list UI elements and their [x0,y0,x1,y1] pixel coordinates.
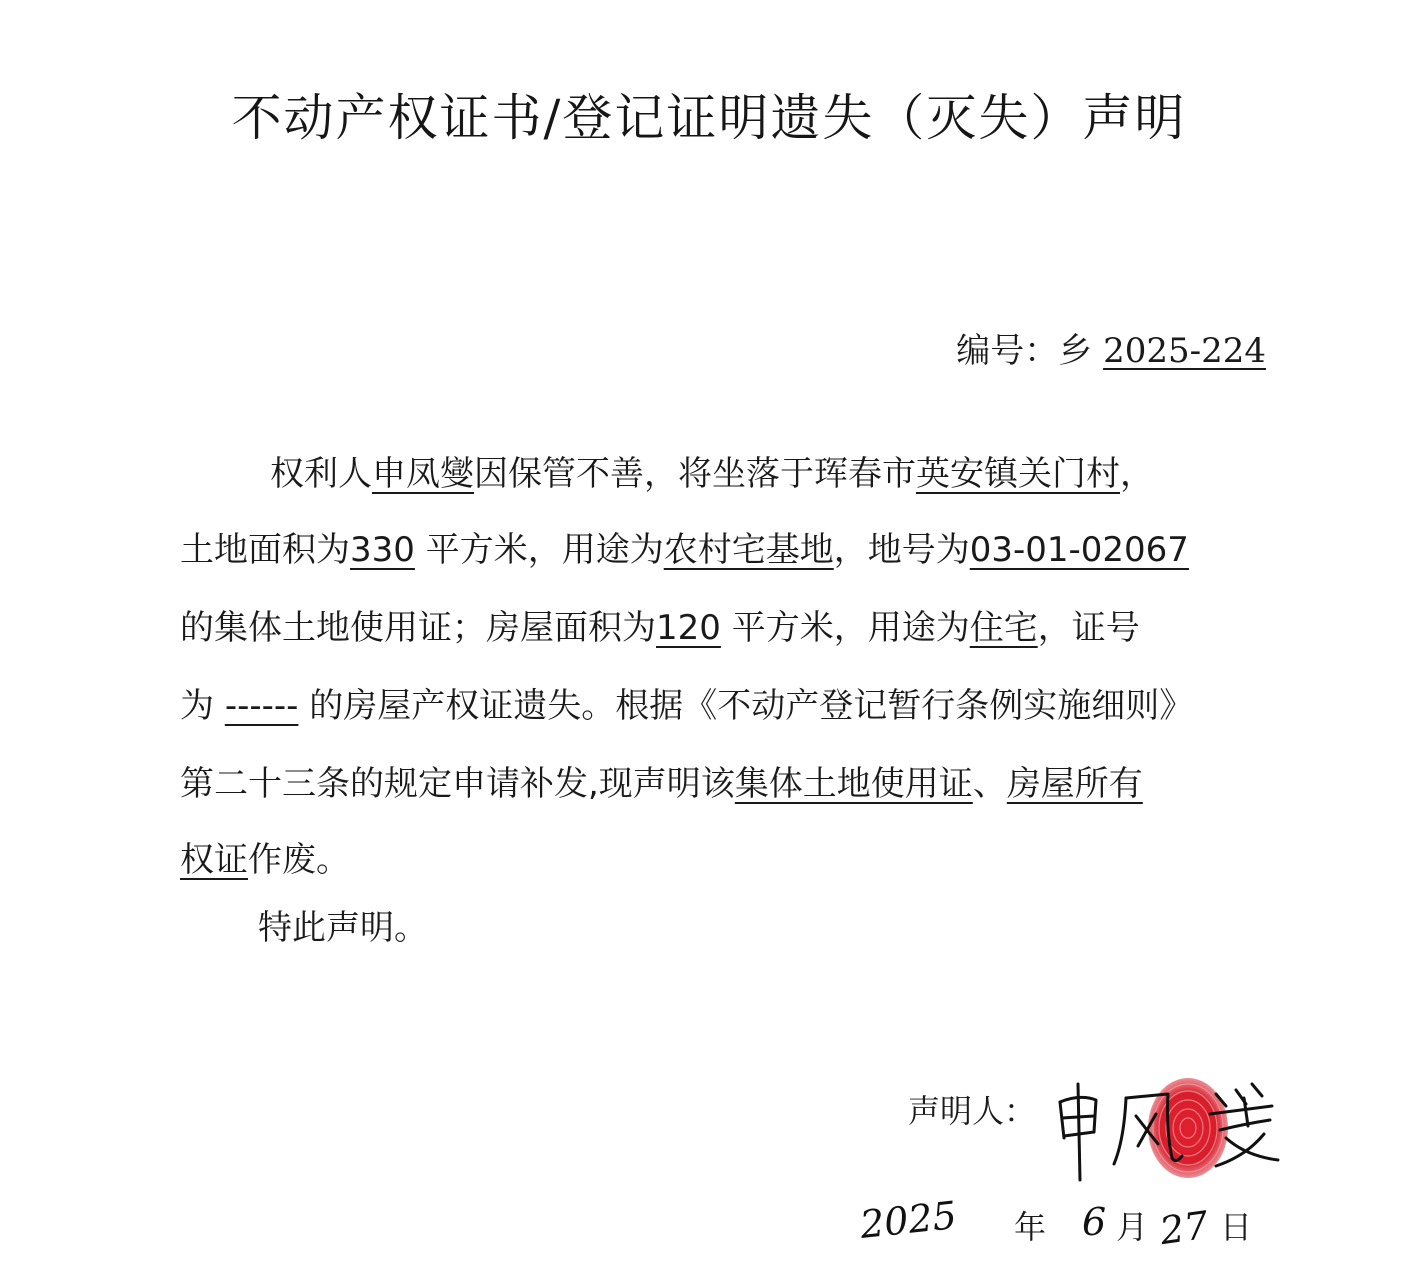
date-day: 27 [1157,1202,1212,1254]
property-location: 英安镇关门村 [916,454,1120,494]
date-year-label: 年 [1014,1208,1047,1246]
house-use: 住宅 [969,608,1038,648]
land-use: 农村宅基地 [663,530,834,570]
signature-with-fingerprint [1040,1045,1300,1190]
void-document-2-part1: 房屋所有 [1006,764,1143,804]
document-number-value: 2025-224 [1103,331,1266,371]
date-month: 6 [1082,1200,1107,1244]
text-segment: ，证号 [1037,608,1140,648]
body-line-5 [180,756,1143,805]
document-number [956,323,1266,372]
text-segment: ， [1120,454,1154,494]
signature-name: 申凤燮 [1040,1045,1089,1064]
date-year: 2025 [857,1193,959,1247]
declarant-label: 声明人： [908,1092,1037,1130]
text-segment: 因保管不善，将坐落于珲春市 [474,454,916,494]
land-area: 330 [350,530,415,570]
document-title: 不动产权证书/登记证明遗失（灭失）声明 [231,89,1187,147]
body-line-4 [180,678,1193,727]
document-number-label: 编号：乡 [956,331,1093,371]
date-day-label: 日 [1220,1208,1253,1246]
house-area: 120 [656,608,721,648]
text-segment: 土地面积为 [180,530,350,570]
text-segment: 权利人 [270,454,372,494]
body-line-6 [180,832,350,881]
void-document-1: 集体土地使用证 [734,764,973,804]
text-segment: 第二十三条的规定申请补发,现声明该 [180,764,735,804]
date-month-label: 月 [1116,1208,1149,1246]
text-segment: ，地号为 [833,530,970,570]
owner-name: 申凤燮 [372,454,474,494]
certificate-number: ------ [224,686,299,726]
body-line-1 [270,446,1154,495]
body-line-3 [180,600,1140,649]
text-segment: 的房屋产权证遗失。根据《不动产登记暂行条例实施细则》 [309,686,1194,726]
void-document-2-part2: 权证 [180,840,248,880]
closing-statement: 特此声明。 [258,908,428,948]
body-line-2 [180,522,1189,571]
land-number: 03-01-02067 [969,530,1189,570]
text-segment: 作废。 [248,840,350,880]
text-segment: 为 [180,686,214,726]
text-segment: 、 [972,764,1007,804]
text-segment: 平方米，用途为 [731,608,970,648]
text-segment: 平方米，用途为 [425,530,664,570]
signature-date [857,1190,1280,1260]
text-segment: 的集体土地使用证；房屋面积为 [180,608,656,648]
